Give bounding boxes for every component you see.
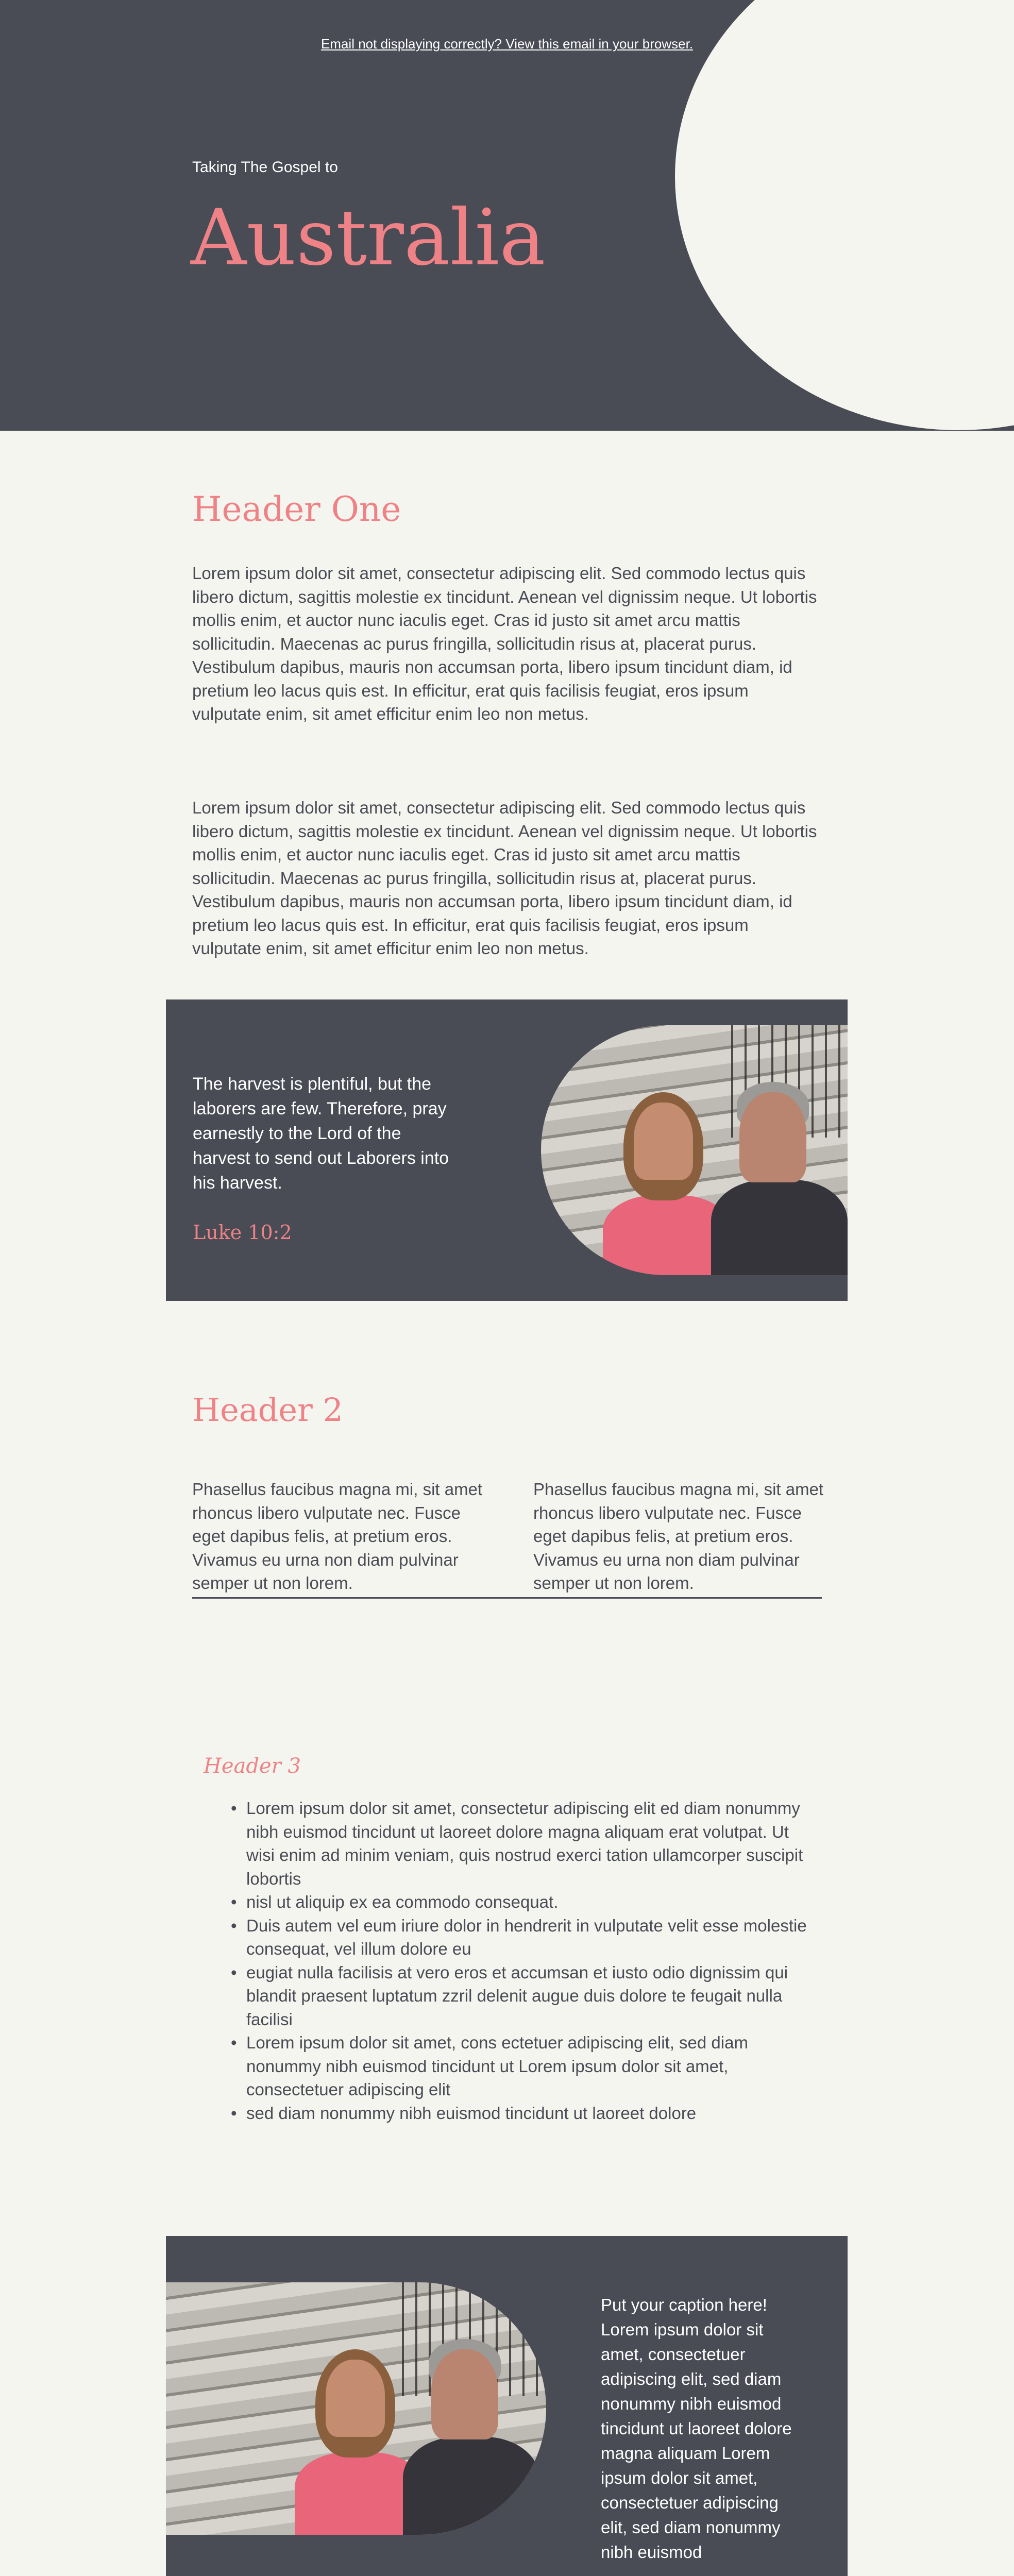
list-item: • sed diam nonummy nibh euismod tincidunt ut laoreet dolore — [246, 2102, 813, 2125]
quote-text: The harvest is plentiful, but the laborers are few. Therefore, pray earnestly to the Lord of the harvest to send out Laborers into his harvest. — [193, 1074, 449, 1193]
column-left-text: Phasellus faucibus magna mi, sit amet rhoncus libero vulputate nec. Fusce eget dapibus felis, at pretium eros. Vivamus eu urna non diam pulvinar semper ut non lorem. — [192, 1480, 483, 1592]
list-item: • nisl ut aliquip ex ea commodo consequat. — [246, 1890, 813, 1914]
intro-paragraph-2: Lorem ipsum dolor sit amet, consectetur adipiscing elit. Sed commodo lectus quis libero dictum, sagittis molestie ex tincidunt. Aenean vel dignissim neque. Ut lobortis mollis enim, et auctor nunc iaculis eget. Cras id justo sit amet arcu mattis sollicitudin. Maecenas ac purus fringilla, sollicitudin risus at, placerat purus. Vestibulum dapibus, mauris non accumsan porta, libero ipsum tincidunt diam, id pretium leo lacus quis est. In efficitur, erat quis facilisis feugiat, eros ipsum vulputate enim, sit amet efficitur enim leo non metus. — [192, 798, 817, 958]
couple-photo-2 — [166, 2282, 546, 2535]
list-item: • eugiat nulla facilisis at vero eros et accumsan et iusto odio dignissim qui blandit praesent luptatum zzril delenit augue duis dolore te feugait nulla facilisi — [246, 1961, 813, 2031]
hero-subtitle: Taking The Gospel to — [192, 159, 338, 176]
list-item: • Lorem ipsum dolor sit amet, consectetur adipiscing elit ed diam nonummy nibh euismod tincidunt ut laoreet dolore magna aliquam erat volutpat. Ut wisi enim ad minim veniam, quis nostrud exerci tation ullamcorper suscipit lobortis — [246, 1797, 813, 1890]
header-three: Header 3 — [204, 1754, 301, 1778]
header-two: Header 2 — [192, 1391, 343, 1429]
intro-paragraph-1: Lorem ipsum dolor sit amet, consectetur adipiscing elit. Sed commodo lectus quis libero dictum, sagittis molestie ex tincidunt. Aenean vel dignissim neque. Ut lobortis mollis enim, et auctor nunc iaculis eget. Cras id justo sit amet arcu mattis sollicitudin. Maecenas ac purus fringilla, sollicitudin risus at, placerat purus. Vestibulum dapibus, mauris non accumsan porta, libero ipsum tincidunt diam, id pretium leo lacus quis est. In efficitur, erat quis facilisis feugiat, eros ipsum vulputate enim, sit amet efficitur enim leo non metus. — [192, 564, 817, 723]
quote-panel — [166, 999, 848, 1301]
photo-caption: Put your caption here! Lorem ipsum dolor sit amet, consectetuer adipiscing elit, sed diam nonummy nibh euismod tincidunt ut laoreet dolore magna aliquam Lorem ipsum dolor sit amet, consectetuer adipiscing elit, sed diam nonummy nibh euismod — [601, 2295, 792, 2562]
view-in-browser-link[interactable]: Email not displaying correctly? View this email in your browser. — [320, 36, 694, 52]
section-divider — [192, 1597, 822, 1599]
hero-title: Australia — [191, 193, 546, 283]
caption-panel — [166, 2236, 848, 2576]
quote-reference: Luke 10:2 — [193, 1221, 292, 1244]
column-right-text: Phasellus faucibus magna mi, sit amet rhoncus libero vulputate nec. Fusce eget dapibus felis, at pretium eros. Vivamus eu urna non diam pulvinar semper ut non lorem. — [533, 1480, 824, 1592]
hero-decorative-circle — [675, 0, 1014, 430]
list-item: • Lorem ipsum dolor sit amet, cons ectetuer adipiscing elit, sed diam nonummy nibh euismod tincidunt ut Lorem ipsum dolor sit amet, consectetuer adipiscing elit — [246, 2031, 813, 2102]
bullet-list — [246, 1797, 813, 2125]
couple-photo — [541, 1025, 848, 1275]
header-one: Header One — [192, 489, 401, 529]
hero-banner — [0, 0, 1014, 431]
list-item: • Duis autem vel eum iriure dolor in hendrerit in vulputate velit esse molestie consequat, vel illum dolore eu — [246, 1914, 813, 1961]
